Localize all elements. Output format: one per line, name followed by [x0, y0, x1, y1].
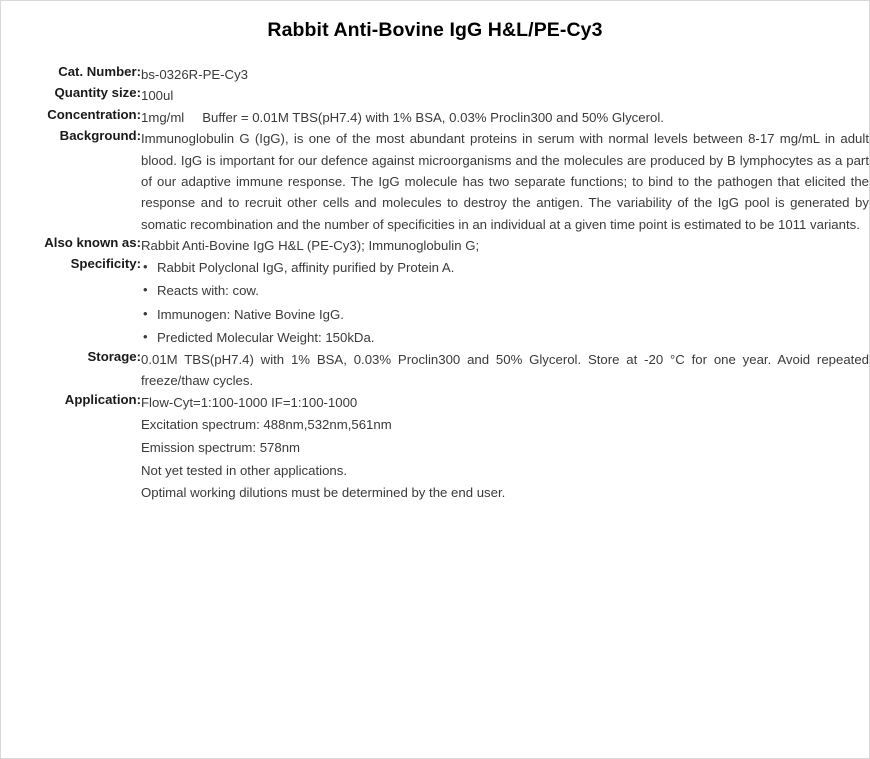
cat-number-label: Cat. Number:: [58, 64, 141, 79]
row-cat-number: [1, 64, 869, 85]
application-line: Flow-Cyt=1:100-1000 IF=1:100-1000: [141, 394, 358, 410]
cat-number-value: bs-0326R-PE-Cy3: [141, 67, 249, 82]
list-item: • Immunogen: Native Bovine IgG.: [141, 303, 869, 326]
specificity-label: Specificity:: [70, 256, 141, 272]
application-lines: [141, 392, 869, 506]
row-specificity: [1, 256, 869, 348]
storage-value: 0.01M TBS(pH7.4) with 1% BSA, 0.03% Proclin300 and 50% Glycerol. Store at -20 °C for one year. Avoid repeated freeze/thaw cycles.: [141, 351, 869, 389]
specificity-list: [141, 256, 869, 348]
row-quantity-size: [1, 85, 869, 106]
application-value: [141, 392, 869, 506]
specification-table: [1, 64, 869, 505]
background-value: Immunoglobulin G (IgG), is one of the most abundant proteins in serum with normal levels between 8-17 mg/mL in adult blood. IgG is important for our defence against microorganisms and the molecules are produced by B lymphocytes as a part of our adaptive immune response. The IgG molecule has two separate functions; to bind to the pathogen that elicited the response and to recruit other cells and molecules to destroy the antigen. The variability of the IgG pool is generated by somatic recombination and the number of specificities in an individual at a given time point is estimated to be 1011 variants.: [141, 131, 869, 232]
row-storage: [1, 349, 869, 392]
page-title: Rabbit Anti-Bovine IgG H&L/PE-Cy3: [267, 19, 603, 41]
row-application: [1, 392, 869, 506]
concentration-label: Concentration:: [47, 106, 141, 122]
specificity-value: [141, 256, 869, 348]
list-item: • Predicted Molecular Weight: 150kDa.: [141, 326, 869, 349]
row-background: [1, 128, 869, 235]
list-item: • Reacts with: cow.: [141, 279, 869, 302]
application-label: Application:: [64, 391, 141, 407]
background-label: Background:: [59, 128, 141, 144]
concentration-value-cell: [141, 107, 869, 128]
quantity-size-label: Quantity size:: [54, 85, 141, 101]
application-line: Excitation spectrum: 488nm,532nm,561nm: [141, 417, 392, 433]
application-line: Optimal working dilutions must be determined by the end user.: [141, 485, 506, 501]
concentration-buffer: Buffer = 0.01M TBS(pH7.4) with 1% BSA, 0.03% Proclin300 and 50% Glycerol.: [202, 109, 664, 125]
concentration-value: 1mg/ml: [141, 109, 185, 125]
list-item: • Rabbit Polyclonal IgG, affinity purified by Protein A.: [141, 256, 869, 279]
quantity-size-value: 100ul: [141, 88, 174, 104]
row-also-known-as: [1, 235, 869, 256]
application-line: Not yet tested in other applications.: [141, 462, 347, 478]
row-concentration: [1, 107, 869, 128]
storage-label: Storage:: [87, 348, 141, 364]
also-known-as-label: Also known as:: [44, 235, 141, 250]
also-known-as-value: Rabbit Anti-Bovine IgG H&L (PE-Cy3); Immunoglobulin G;: [141, 238, 480, 253]
application-line: Emission spectrum: 578nm: [141, 439, 301, 455]
